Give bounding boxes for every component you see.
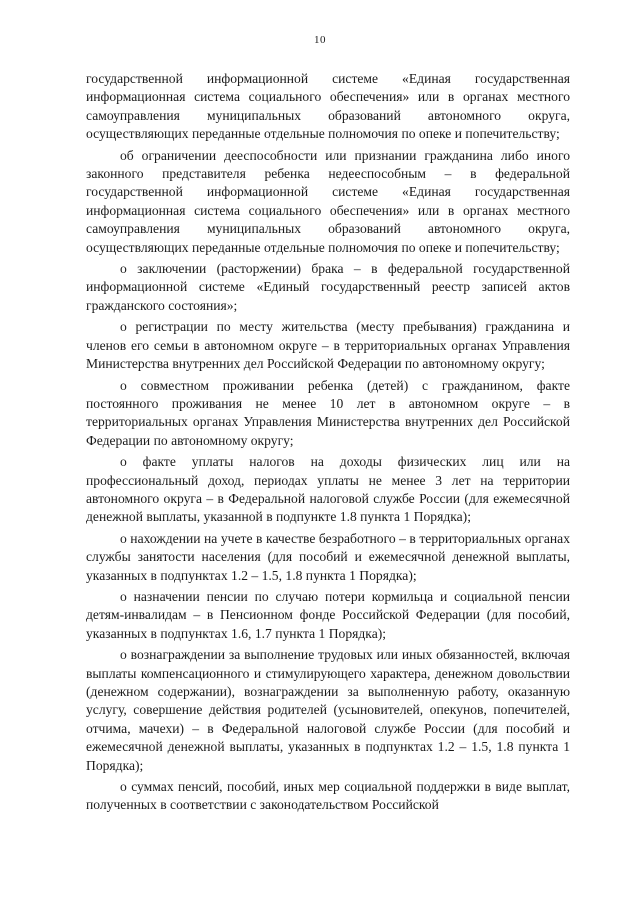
paragraph-2: об ограничении дееспособности или признании гражданина либо иного законного представителя ребенка недееспособным – в федеральной государственной информационной системе «Единая государственная информационная система социального обеспечения» или в органах местного самоуправления муниципальных образований автономного округа, осуществляющих переданные отдельные полномочия по опеке и попечительству;: [86, 147, 570, 255]
paragraph-6: о факте уплаты налогов на доходы физических лиц или на профессиональный доход, периодах уплаты не менее 3 лет на территории автономного округа – в Федеральной налоговой службе России (для ежемесячной денежной выплаты, указанной в подпункте 1.8 пункта 1 Порядка);: [86, 454, 570, 525]
paragraph-8: о назначении пенсии по случаю потери кормильца и социальной пенсии детям-инвалидам – в Пенсионном фонде Российской Федерации (для пособий, указанных в подпунктах 1.6, 1.7 пункта 1 Порядка);: [86, 588, 570, 641]
page-number: 10: [314, 34, 326, 46]
paragraph-9: о вознаграждении за выполнение трудовых или иных обязанностей, включая выплаты компенсационного и стимулирующего характера, денежном довольствии (денежном содержании), вознаграждении за выполненную работу, оказанную услугу, совершение действия родителей (усыновителей, опекунов, попечителей, отчима, мачехи) – в Федеральной налоговой службе России (для пособий и ежемесячной денежной выплаты, указанных в подпунктах 1.2 – 1.5, 1.8 пункта 1 Порядка);: [86, 647, 570, 773]
paragraph-5: о совместном проживании ребенка (детей) с гражданином, факте постоянного проживания не менее 10 лет в автономном округе – в территориальных органах Управления Министерства внутренних дел Российской Федерации по автономному округу;: [86, 377, 570, 448]
paragraph-7: о нахождении на учете в качестве безработного – в территориальных органах службы занятости населения (для пособий и ежемесячной денежной выплаты, указанных в подпунктах 1.2 – 1.5, 1.8 пункта 1 Порядка);: [86, 530, 570, 583]
paragraph-3: о заключении (расторжении) брака – в федеральной государственной информационной системе «Единый государственный реестр записей актов гражданского состояния»;: [86, 261, 570, 313]
paragraph-1: государственной информационной системе «Единая государственная информационная система социального обеспечения» или в органах местного самоуправления муниципальных образований автономного округа, осуществляющих переданные отдельные полномочия по опеке и попечительству;: [86, 71, 570, 142]
paragraph-4: о регистрации по месту жительства (месту пребывания) гражданина и членов его семьи в автономном округе – в территориальных органах Управления Министерства внутренних дел Российской Федерации по автономному округу;: [86, 319, 570, 372]
paragraph-10: о суммах пенсий, пособий, иных мер социальной поддержки в виде выплат, полученных в соответствии с законодательством Российской: [86, 779, 570, 813]
document-body: [86, 70, 570, 818]
